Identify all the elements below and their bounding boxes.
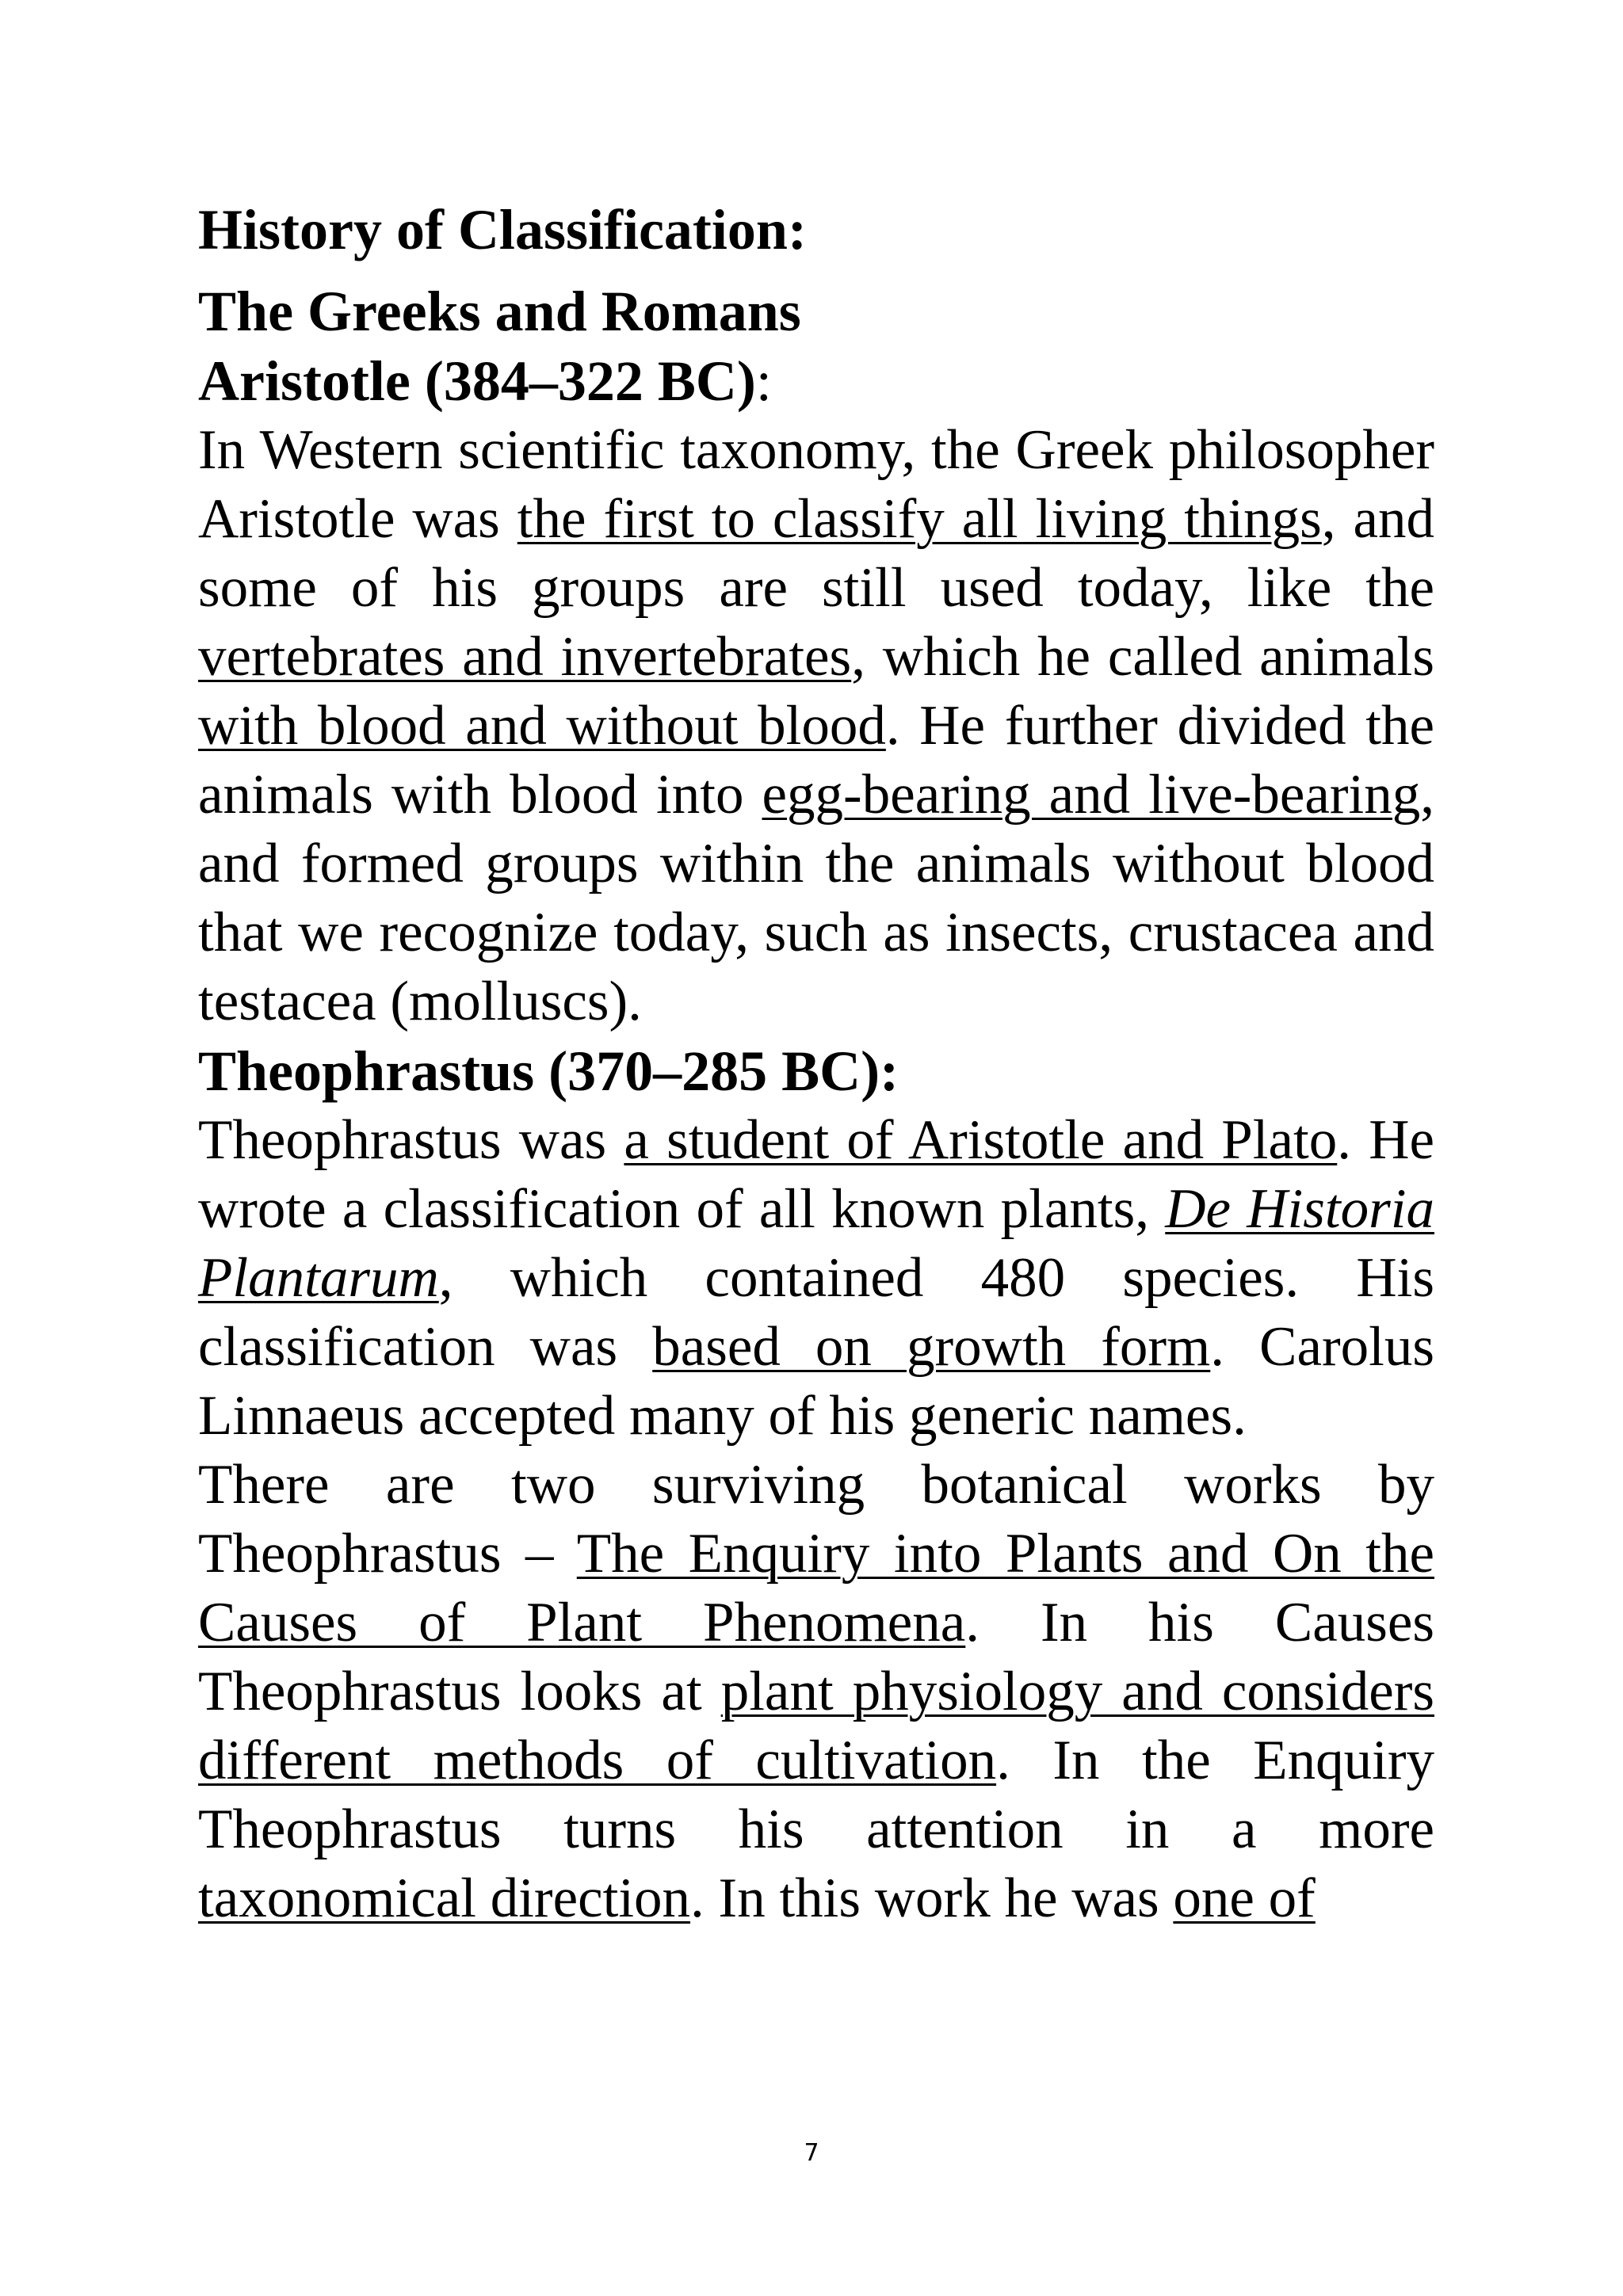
heading-aristotle-colon: : bbox=[755, 349, 772, 413]
paragraph-theophrastus-2 bbox=[198, 1451, 1434, 1933]
text-run: . He further divided the animals with blood into bbox=[198, 695, 1434, 826]
underlined-text: one of bbox=[1173, 1867, 1316, 1929]
heading-greeks-and-romans: The Greeks and Romans bbox=[198, 280, 801, 343]
text-run: , and formed groups within the animals without blood that we recognize today, such as insects, crustacea and testacea (molluscs). bbox=[198, 764, 1434, 1032]
underlined-text: plant physiology and considers different methods of cultivation bbox=[198, 1661, 1434, 1791]
italic-underlined-book-title: De Historia Plantarum bbox=[198, 1178, 1434, 1309]
text-run: In Western scientific taxonomy, the Greek philosopher Aristotle was bbox=[198, 419, 1434, 550]
heading-history-of-classification: History of Classification: bbox=[198, 198, 807, 261]
underlined-text: the first to classify all living things bbox=[517, 488, 1322, 550]
text-run: . In this work he was bbox=[690, 1867, 1174, 1929]
underlined-text: The Enquiry into Plants and On the Causes of Plant Phenomena bbox=[198, 1523, 1434, 1653]
underlined-text: vertebrates and invertebrates bbox=[198, 626, 852, 688]
heading-aristotle bbox=[198, 346, 1434, 416]
text-run: Theophrastus was bbox=[198, 1109, 624, 1171]
text-run: , and some of his groups are still used today, like the bbox=[198, 488, 1434, 619]
text-run: . In the Enquiry Theophrastus turns his attention in a more bbox=[198, 1730, 1434, 1860]
underlined-text: taxonomical direction bbox=[198, 1867, 691, 1929]
text-run: . He wrote a classification of all known plants, bbox=[198, 1109, 1435, 1240]
page-number: 7 bbox=[804, 2139, 819, 2167]
heading-theophrastus: Theophrastus (370–285 BC): bbox=[198, 1039, 899, 1103]
page-content bbox=[198, 195, 1434, 1933]
paragraph-aristotle bbox=[198, 416, 1434, 1036]
text-run: , which he called animals bbox=[851, 626, 1434, 688]
text-run: , which contained 480 species. His classification was bbox=[198, 1247, 1434, 1378]
paragraph-theophrastus-1 bbox=[198, 1106, 1434, 1451]
underlined-text: based on growth form bbox=[652, 1316, 1211, 1378]
underlined-text: egg-bearing and live-bearing bbox=[762, 764, 1421, 826]
text-run: . Carolus Linnaeus accepted many of his generic names. bbox=[198, 1316, 1434, 1447]
heading-aristotle-text: Aristotle (384–322 BC) bbox=[198, 349, 756, 413]
text-run: There are two surviving botanical works by Theophrastus – bbox=[198, 1454, 1434, 1585]
underlined-text: with blood and without blood bbox=[198, 695, 886, 757]
underlined-text: a student of Aristotle and Plato bbox=[624, 1109, 1338, 1171]
text-run: . In his Causes Theophrastus looks at bbox=[198, 1592, 1434, 1722]
